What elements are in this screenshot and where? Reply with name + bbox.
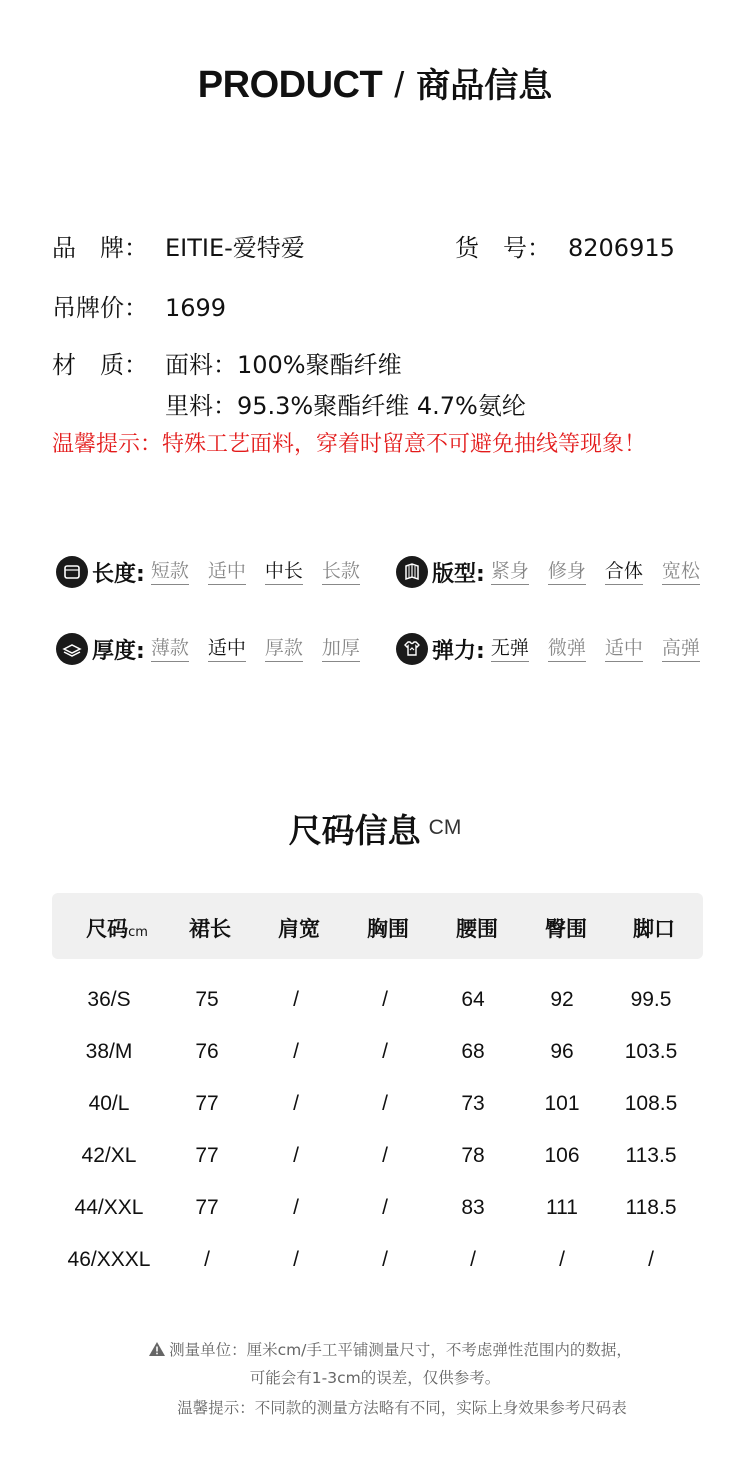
cell-shoulder: / bbox=[293, 1092, 299, 1115]
brand-label: 品 牌： bbox=[52, 234, 148, 262]
cell-length: 75 bbox=[195, 988, 219, 1011]
cell-shoulder: / bbox=[293, 1248, 299, 1271]
table-row bbox=[0, 1144, 750, 1174]
table-row bbox=[0, 1248, 750, 1278]
length-option-medium: 适中 bbox=[208, 559, 246, 585]
cell-hip: / bbox=[559, 1248, 565, 1271]
elasticity-option-none: 无弹 bbox=[491, 636, 529, 662]
measurement-note bbox=[0, 1338, 750, 1360]
cell-waist: 68 bbox=[461, 1040, 485, 1063]
size-title-unit: CM bbox=[428, 816, 462, 839]
table-row bbox=[0, 1196, 750, 1226]
sku-value: 8206915 bbox=[568, 234, 675, 262]
fit-option-regular: 合体 bbox=[605, 559, 643, 585]
cell-waist: / bbox=[470, 1248, 476, 1271]
cell-chest: / bbox=[382, 1196, 388, 1219]
cell-length: / bbox=[204, 1248, 210, 1271]
cell-size: 38/M bbox=[85, 1040, 133, 1063]
cell-waist: 73 bbox=[461, 1092, 485, 1115]
header-size: 尺码cm bbox=[86, 917, 148, 941]
cell-waist: 64 bbox=[461, 988, 485, 1011]
brand-row bbox=[52, 228, 305, 263]
thickness-option-extra-thick: 加厚 bbox=[322, 636, 360, 662]
dress-fit-icon bbox=[396, 556, 428, 588]
cell-hem: / bbox=[648, 1248, 654, 1271]
fit-option-slim: 修身 bbox=[548, 559, 586, 585]
cell-chest: / bbox=[382, 1092, 388, 1115]
attr-thickness bbox=[56, 633, 360, 665]
price-label: 吊牌价： bbox=[52, 294, 148, 322]
price-value: 1699 bbox=[165, 294, 227, 322]
table-row bbox=[0, 988, 750, 1018]
table-row bbox=[0, 1092, 750, 1122]
cell-hem: 103.5 bbox=[624, 1040, 678, 1063]
cell-hip: 106 bbox=[544, 1144, 580, 1167]
measurement-note-text: 测量单位：厘米cm/手工平铺测量尺寸，不考虑弹性范围内的数据， bbox=[169, 1341, 632, 1359]
length-option-midi: 中长 bbox=[265, 559, 303, 585]
elasticity-option-slight: 微弹 bbox=[548, 636, 586, 662]
cell-size: 36/S bbox=[87, 988, 131, 1011]
header-waist: 腰围 bbox=[456, 917, 498, 941]
cell-length: 77 bbox=[195, 1196, 219, 1219]
size-table-header bbox=[52, 893, 703, 959]
attr-elasticity-label: 弹力: bbox=[432, 638, 485, 664]
material-lining-row bbox=[165, 386, 526, 421]
fit-option-loose: 宽松 bbox=[662, 559, 700, 585]
thickness-option-thick: 厚款 bbox=[265, 636, 303, 662]
skirt-length-icon bbox=[56, 556, 88, 588]
warning-icon bbox=[148, 1341, 169, 1359]
page-title-en: PRODUCT bbox=[197, 64, 383, 106]
sku-label: 货 号： bbox=[455, 234, 551, 262]
header-hip: 臀围 bbox=[545, 917, 587, 941]
header-length: 裙长 bbox=[189, 917, 231, 941]
cell-hip: 111 bbox=[546, 1196, 578, 1219]
stretch-shirt-icon bbox=[396, 633, 428, 665]
size-chart-tip: 温馨提示：不同款的测量方法略有不同，实际上身效果参考尺码表 bbox=[177, 1399, 627, 1417]
page-title bbox=[0, 58, 750, 107]
cell-length: 77 bbox=[195, 1092, 219, 1115]
thickness-option-thin: 薄款 bbox=[151, 636, 189, 662]
attr-thickness-label: 厚度: bbox=[92, 638, 145, 664]
sku-row bbox=[455, 228, 675, 263]
header-shoulder: 肩宽 bbox=[278, 917, 320, 941]
elasticity-option-medium: 适中 bbox=[605, 636, 643, 662]
length-option-long: 长款 bbox=[322, 559, 360, 585]
cell-chest: / bbox=[382, 1248, 388, 1271]
cell-hip: 101 bbox=[544, 1092, 580, 1115]
material-row bbox=[52, 345, 402, 380]
size-title-text: 尺码信息 bbox=[288, 811, 421, 850]
cell-shoulder: / bbox=[293, 1196, 299, 1219]
fabric-warning: 温馨提示：特殊工艺面料，穿着时留意不可避免抽线等现象！ bbox=[52, 432, 647, 457]
attr-elasticity bbox=[396, 633, 700, 665]
thickness-option-medium: 适中 bbox=[208, 636, 246, 662]
fit-option-tight: 紧身 bbox=[491, 559, 529, 585]
table-row bbox=[0, 1040, 750, 1070]
cell-hip: 92 bbox=[550, 988, 574, 1011]
cell-length: 76 bbox=[195, 1040, 219, 1063]
title-separator: / bbox=[394, 64, 405, 105]
material-lining: 里料：95.3%聚酯纤维 4.7%氨纶 bbox=[165, 392, 526, 420]
cell-size: 46/XXXL bbox=[67, 1248, 151, 1271]
cell-hip: 96 bbox=[550, 1040, 574, 1063]
cell-hem: 99.5 bbox=[630, 988, 672, 1011]
cell-size: 42/XL bbox=[81, 1144, 137, 1167]
page-title-cn: 商品信息 bbox=[416, 66, 553, 106]
cell-hem: 113.5 bbox=[625, 1144, 677, 1167]
cell-chest: / bbox=[382, 1144, 388, 1167]
measurement-error-note: 可能会有1-3cm的误差，仅供参考。 bbox=[249, 1369, 501, 1387]
cell-shoulder: / bbox=[293, 1040, 299, 1063]
size-section-title bbox=[0, 805, 750, 852]
cell-waist: 83 bbox=[461, 1196, 485, 1219]
attr-length-label: 长度: bbox=[92, 561, 145, 587]
material-outer: 面料：100%聚酯纤维 bbox=[165, 351, 402, 379]
cell-shoulder: / bbox=[293, 988, 299, 1011]
header-hem: 脚口 bbox=[633, 917, 675, 941]
elasticity-option-high: 高弹 bbox=[662, 636, 700, 662]
attr-fit bbox=[396, 556, 700, 588]
cell-chest: / bbox=[382, 1040, 388, 1063]
brand-value: EITIE-爱特爱 bbox=[165, 234, 305, 262]
material-label: 材 质： bbox=[52, 351, 148, 379]
attr-fit-label: 版型: bbox=[432, 561, 485, 587]
cell-chest: / bbox=[382, 988, 388, 1011]
fabric-layers-icon bbox=[56, 633, 88, 665]
cell-hem: 118.5 bbox=[625, 1196, 677, 1219]
cell-shoulder: / bbox=[293, 1144, 299, 1167]
cell-size: 44/XXL bbox=[74, 1196, 144, 1219]
attr-length bbox=[56, 556, 360, 588]
cell-waist: 78 bbox=[461, 1144, 485, 1167]
length-option-short: 短款 bbox=[151, 559, 189, 585]
price-row bbox=[52, 288, 226, 323]
cell-hem: 108.5 bbox=[624, 1092, 678, 1115]
cell-length: 77 bbox=[195, 1144, 219, 1167]
header-chest: 胸围 bbox=[367, 917, 409, 941]
cell-size: 40/L bbox=[88, 1092, 130, 1115]
